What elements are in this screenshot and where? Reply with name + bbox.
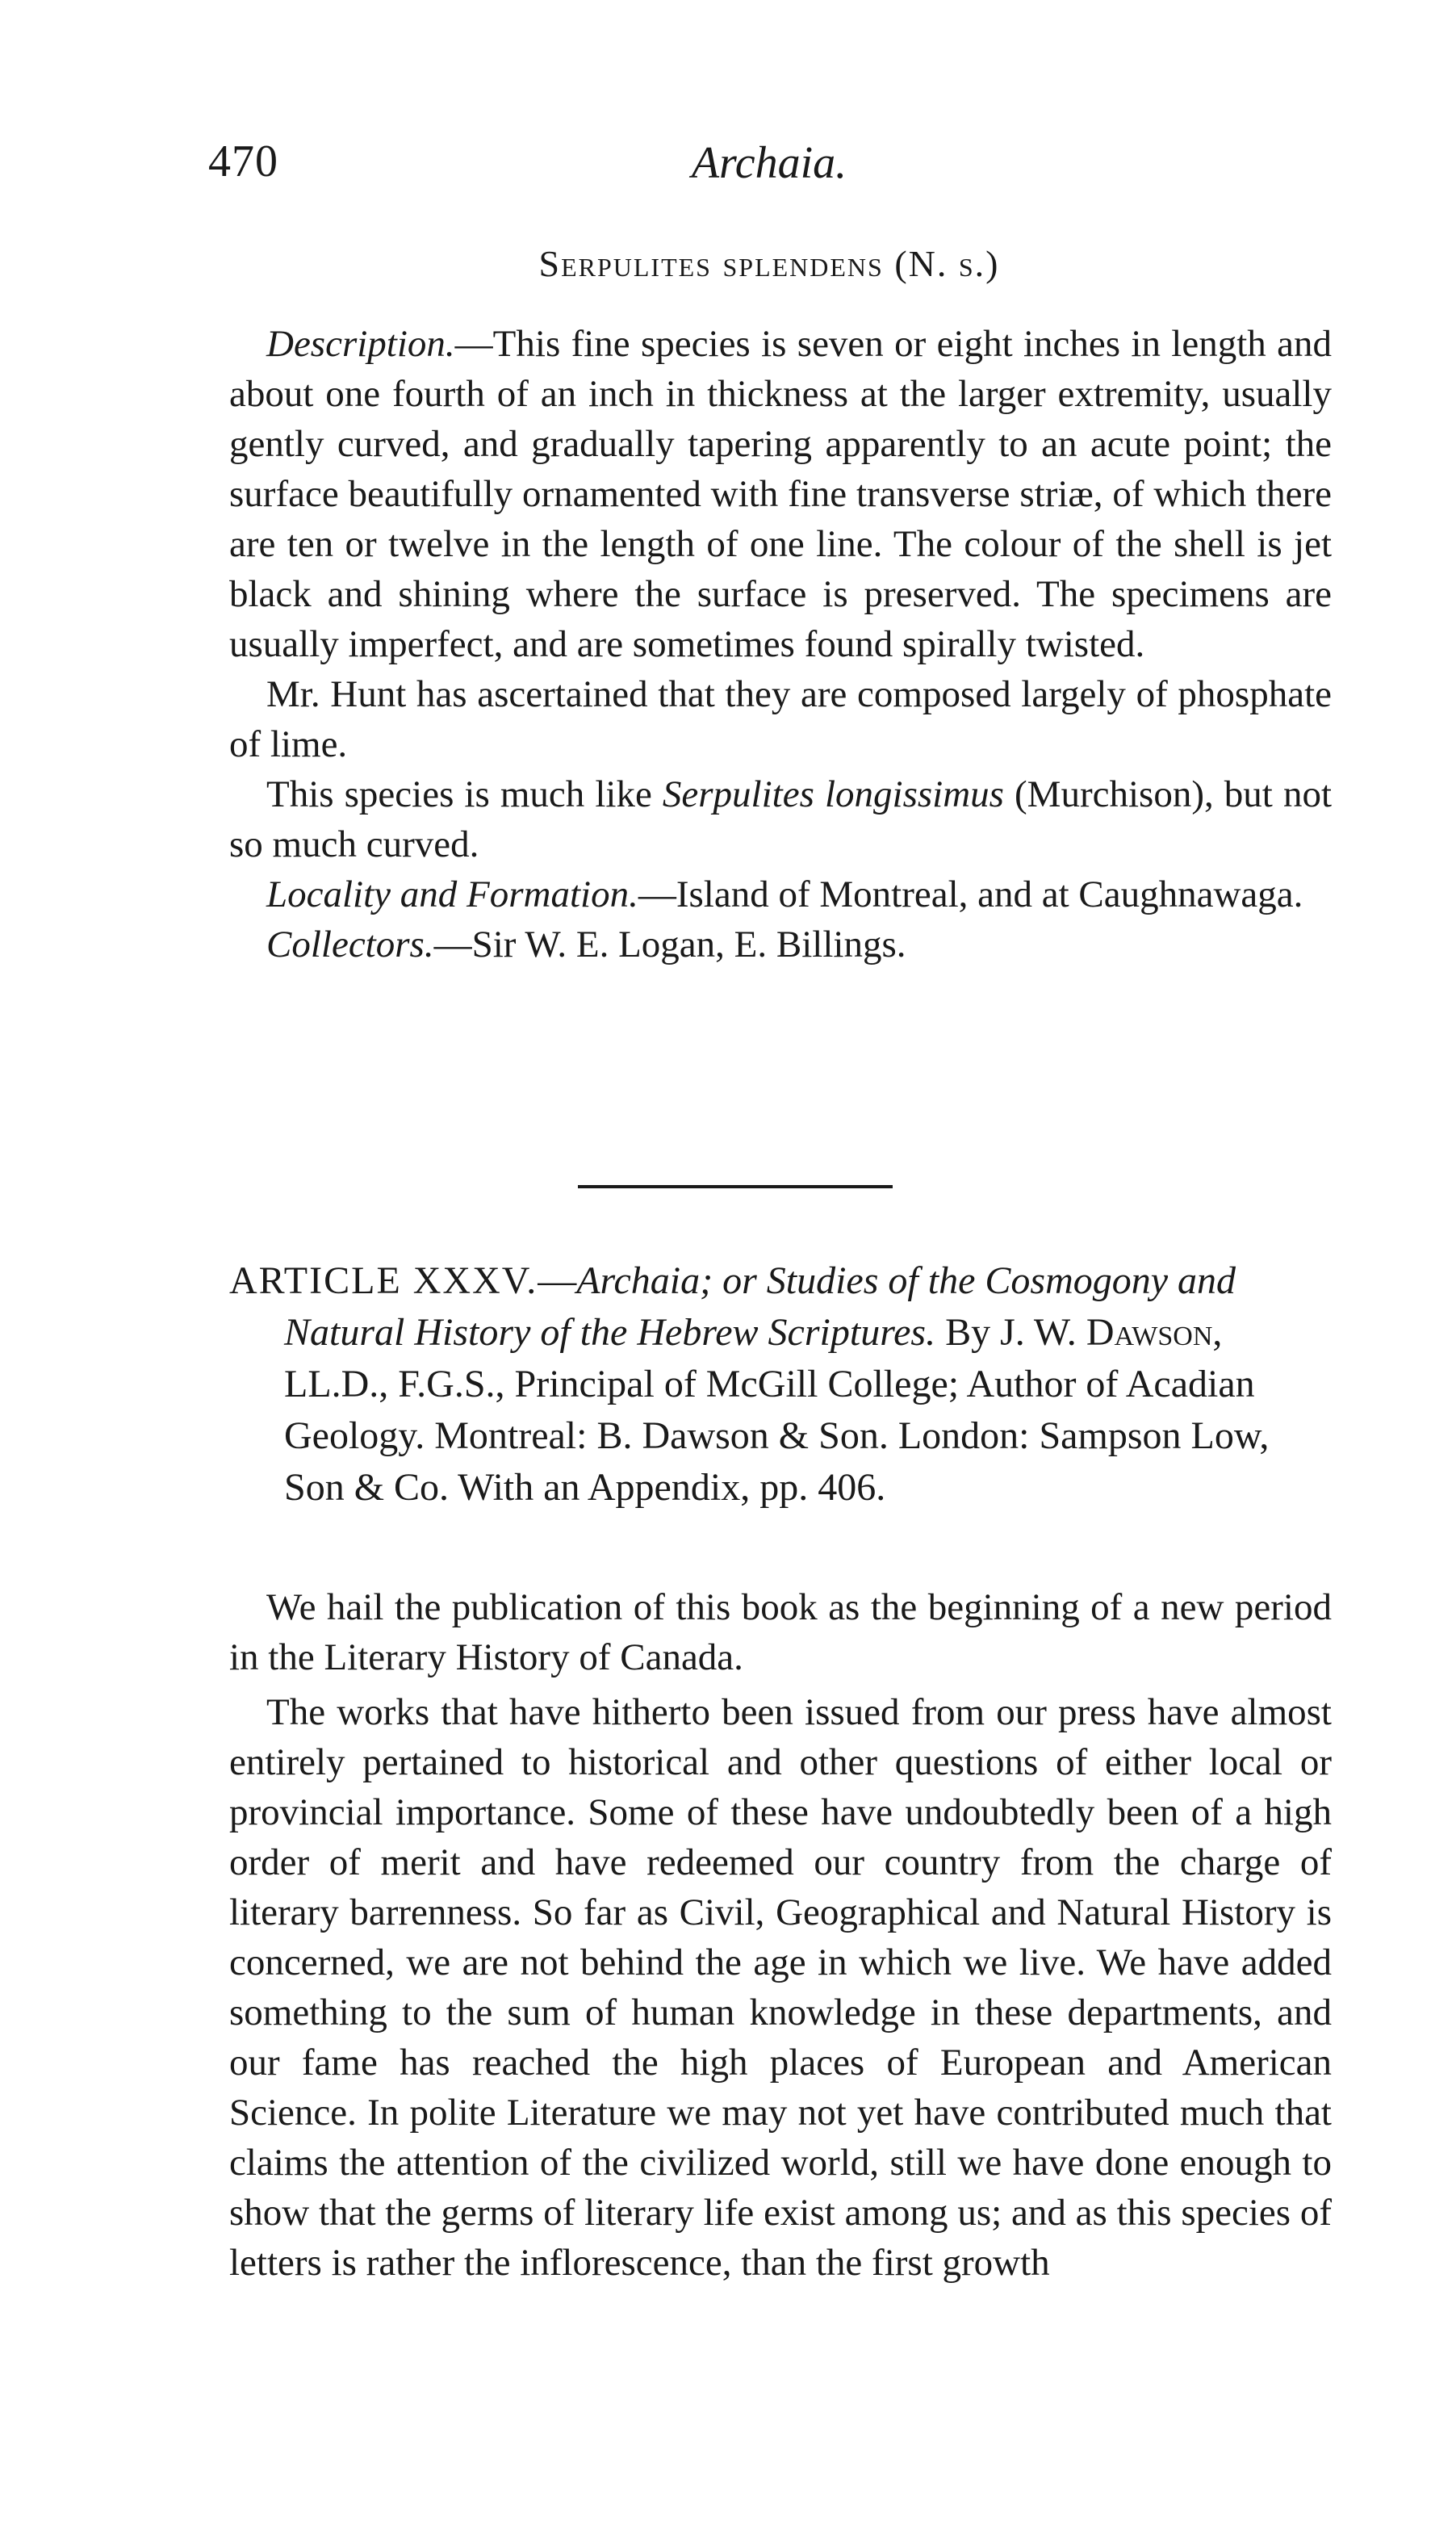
collectors-paragraph [229,919,1332,970]
article-by: By J. W. [935,1311,1086,1354]
comparison-species-name: Serpulites longissimus [662,773,1004,815]
comparison-after: (Murchison), but not so much curved. [229,773,1332,865]
review-paragraph-1: We hail the publication of this book as the beginning of a new period in the Literary History of Canada. [229,1586,1332,1678]
section-heading: Serpulites splendens (N. s.) [538,243,1000,284]
article-title: Archaia; or Studies of the Cosmogony and Natural History of the Hebrew Scriptures. [284,1259,1236,1354]
article-author: Dawson [1086,1311,1213,1354]
page-number: 470 [208,136,278,186]
article-details: , LL.D., F.G.S., Principal of McGill College; Author of Acadian Geology. Montreal: B. Dawson & Son. London: Sampson Low, Son & Co. With an Appendix, pp. 406. [284,1311,1270,1509]
article-citation-text [229,1255,1332,1514]
article-dash: — [538,1259,577,1302]
hunt-paragraph: Mr. Hunt has ascertained that they are composed largely of phosphate of lime. [229,673,1332,765]
locality-label: Locality and Formation. [266,873,638,915]
description-text: —This fine species is seven or eight inches in length and about one fourth of an inch in thickness at the larger extremity, usually gently curved, and gradually tapering apparently to an acute point; the surface beautifully ornamented with fine transverse striæ, of which there are ten or twelve in the length of one line. The colour of the shell is jet black and shining where the surface is preserved. The specimens are usually imperfect, and are sometimes found spirally twisted. [229,323,1332,665]
collectors-label: Collectors. [266,924,434,965]
comparison-before: This species is much like [266,773,663,815]
description-label: Description. [266,323,455,365]
article-citation [229,1255,1332,1514]
locality-text: —Island of Montreal, and at Caughnawaga. [638,873,1303,915]
section-divider [578,1185,893,1188]
comparison-paragraph [229,769,1332,869]
article-label: ARTICLE XXXV. [229,1259,538,1302]
running-title: Archaia. [691,138,847,188]
species-description [229,319,1332,970]
page-header [208,136,1330,208]
locality-paragraph [229,869,1332,919]
description-paragraph [229,319,1332,669]
review-paragraph-2: The works that have hitherto been issued from our press have almost entirely pertained to historical and other questions of either local or provincial importance. Some of these have undoubtedly been of a high order of merit and have redeemed our country from the charge of literary barrenness. So far as Civil, Geographical and Natural History is concerned, we are not behind the age in which we live. We have added something to the sum of human knowledge in these departments, and our fame has reached the high places of European and American Science. In polite Literature we may not yet have contributed much that claims the attention of the civilized world, still we have done enough to show that the germs of literary life exist among us; and as this species of letters is rather the inflorescence, than the first growth [229,1691,1332,2284]
review-body [229,1582,1332,2293]
collectors-text: —Sir W. E. Logan, E. Billings. [433,924,906,965]
